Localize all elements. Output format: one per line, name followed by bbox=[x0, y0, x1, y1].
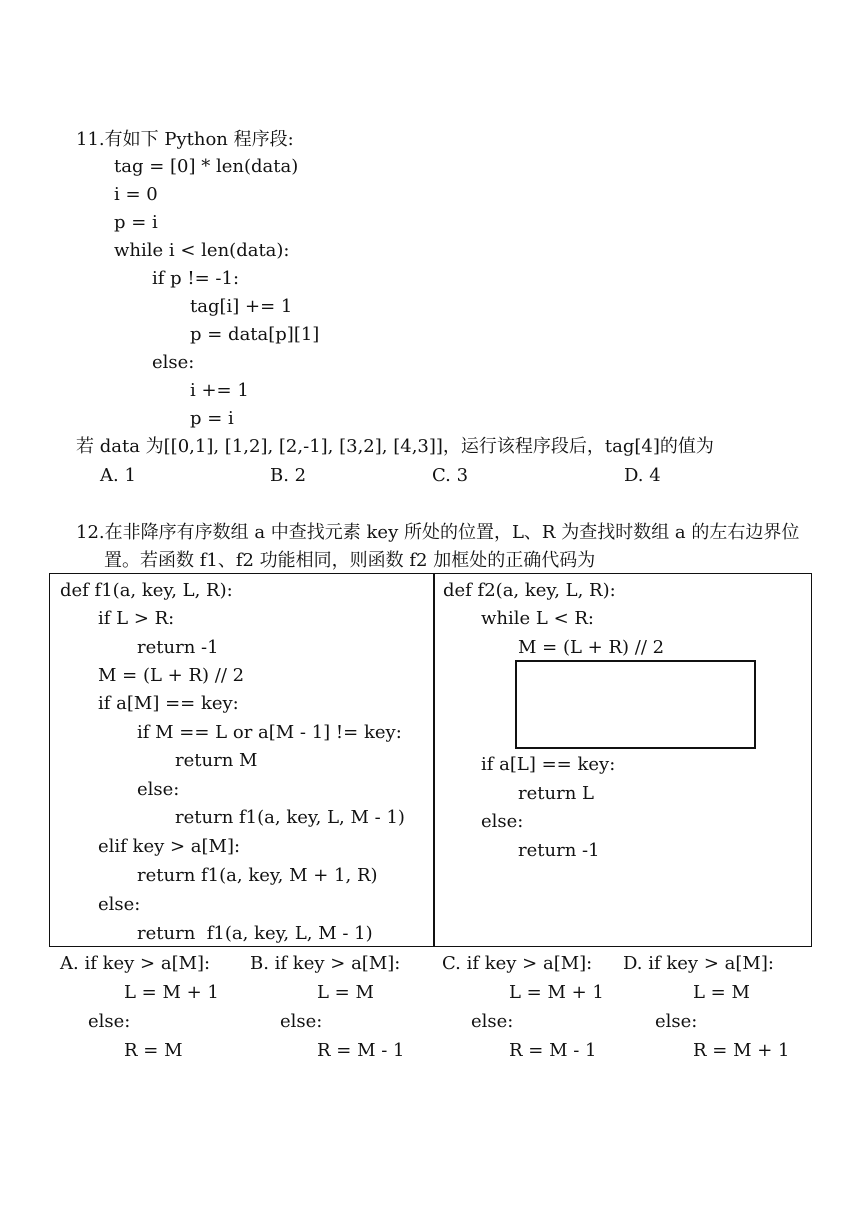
q11-code-line: tag[i] += 1 bbox=[190, 296, 293, 317]
q12-stem-line1: 12.在非降序有序数组 a 中查找元素 key 所处的位置，L、R 为查找时数组 a 的左右边界位 bbox=[76, 522, 800, 543]
f2-code-line: else: bbox=[481, 811, 524, 832]
f1-code-line: else: bbox=[137, 779, 180, 800]
f2-code-line: return -1 bbox=[518, 840, 600, 861]
q11-code-line: else: bbox=[152, 352, 195, 373]
option-line: R = M - 1 bbox=[509, 1040, 597, 1061]
q11-option-a: A. 1 bbox=[100, 465, 136, 486]
f1-code-line: return M bbox=[175, 750, 258, 771]
f1-code-line: if a[M] == key: bbox=[98, 693, 239, 714]
q11-code-line: tag = [0] * len(data) bbox=[114, 156, 299, 177]
answer-blank-box bbox=[515, 660, 756, 749]
q11-code-line: p = i bbox=[114, 212, 158, 233]
f2-code-line: while L < R: bbox=[481, 608, 594, 629]
option-line: B. if key > a[M]: bbox=[250, 953, 401, 974]
option-line: else: bbox=[280, 1011, 323, 1032]
q11-code-line: if p != -1: bbox=[152, 268, 240, 289]
q11-option-b: B. 2 bbox=[270, 465, 307, 486]
q11-question: 若 data 为[[0,1], [1,2], [2,-1], [3,2], [4,3]]，运行该程序段后，tag[4]的值为 bbox=[76, 436, 714, 457]
f1-code-line: if L > R: bbox=[98, 608, 175, 629]
q11-code-line: i += 1 bbox=[190, 380, 249, 401]
f1-code-line: if M == L or a[M - 1] != key: bbox=[137, 722, 402, 743]
option-line: A. if key > a[M]: bbox=[60, 953, 211, 974]
f2-code-line: return L bbox=[518, 783, 594, 804]
f1-code-line: else: bbox=[98, 894, 141, 915]
f1-code-line: return f1(a, key, L, M - 1) bbox=[137, 923, 373, 944]
code-table-divider bbox=[433, 573, 435, 947]
option-line: L = M bbox=[317, 982, 374, 1003]
f1-code-line: elif key > a[M]: bbox=[98, 836, 241, 857]
option-line: L = M bbox=[693, 982, 750, 1003]
option-line: else: bbox=[471, 1011, 514, 1032]
f1-code-line: return -1 bbox=[137, 637, 219, 658]
f1-code-line: return f1(a, key, L, M - 1) bbox=[175, 807, 405, 828]
q11-stem: 11.有如下 Python 程序段: bbox=[76, 129, 294, 150]
f2-code-line: if a[L] == key: bbox=[481, 754, 616, 775]
q11-code-line: p = i bbox=[190, 408, 234, 429]
option-line: else: bbox=[655, 1011, 698, 1032]
option-line: D. if key > a[M]: bbox=[623, 953, 774, 974]
option-line: R = M bbox=[124, 1040, 183, 1061]
option-line: L = M + 1 bbox=[509, 982, 604, 1003]
q11-code-line: i = 0 bbox=[114, 184, 158, 205]
q11-code-line: p = data[p][1] bbox=[190, 324, 320, 345]
option-line: C. if key > a[M]: bbox=[442, 953, 593, 974]
q11-code-line: while i < len(data): bbox=[114, 240, 290, 261]
option-line: R = M + 1 bbox=[693, 1040, 790, 1061]
f1-code-line: def f1(a, key, L, R): bbox=[60, 580, 233, 601]
option-line: L = M + 1 bbox=[124, 982, 219, 1003]
q11-option-d: D. 4 bbox=[624, 465, 661, 486]
q11-option-c: C. 3 bbox=[432, 465, 469, 486]
f2-code-line: def f2(a, key, L, R): bbox=[443, 580, 616, 601]
option-line: R = M - 1 bbox=[317, 1040, 405, 1061]
q12-stem-line2: 置。若函数 f1、f2 功能相同，则函数 f2 加框处的正确代码为 bbox=[104, 550, 596, 571]
f1-code-line: return f1(a, key, M + 1, R) bbox=[137, 865, 378, 886]
f2-code-line: M = (L + R) // 2 bbox=[518, 637, 665, 658]
option-line: else: bbox=[88, 1011, 131, 1032]
f1-code-line: M = (L + R) // 2 bbox=[98, 665, 245, 686]
